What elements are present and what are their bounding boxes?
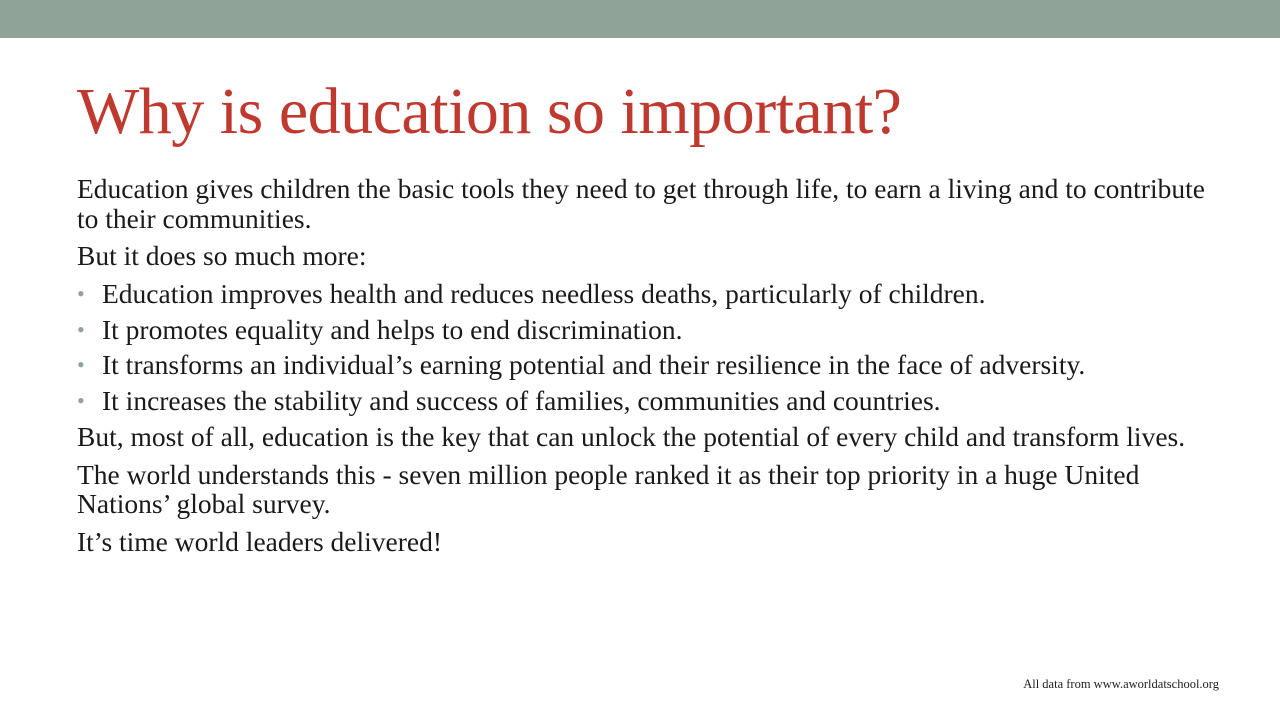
list-item [77, 350, 1217, 380]
list-item-text: It increases the stability and success of families, communities and countries. [102, 385, 941, 417]
bullet-dot-icon: • [77, 316, 85, 342]
slide-body [77, 174, 1217, 565]
list-item [77, 279, 1217, 309]
source-footnote: All data from www.aworldatschool.org [1023, 677, 1219, 691]
bullet-dot-icon: • [77, 388, 85, 414]
list-item-text: It promotes equality and helps to end discrimination. [102, 313, 683, 345]
bullet-dot-icon: • [77, 281, 85, 307]
list-item [77, 386, 1217, 416]
top-accent-bar [0, 0, 1280, 38]
intro-lead-in: But it does so much more: [77, 240, 367, 272]
intro-paragraph: Education gives children the basic tools they need to get through life, to earn a living and to contribute to their communities. [77, 173, 1205, 234]
bullet-dot-icon: • [77, 352, 85, 378]
list-item-text: It transforms an individual’s earning potential and their resilience in the face of adversity. [102, 349, 1086, 381]
slide-title: Why is education so important? [77, 75, 902, 148]
survey-paragraph: The world understands this - seven million people ranked it as their top priority in a huge United Nations’ global survey. [77, 458, 1140, 520]
call-to-action: It’s time world leaders delivered! [77, 525, 443, 557]
benefits-list [77, 279, 1217, 416]
closing-paragraph: But, most of all, education is the key that can unlock the potential of every child and transform lives. [77, 420, 1186, 452]
list-item-text: Education improves health and reduces needless deaths, particularly of children. [102, 278, 986, 310]
list-item [77, 315, 1217, 345]
